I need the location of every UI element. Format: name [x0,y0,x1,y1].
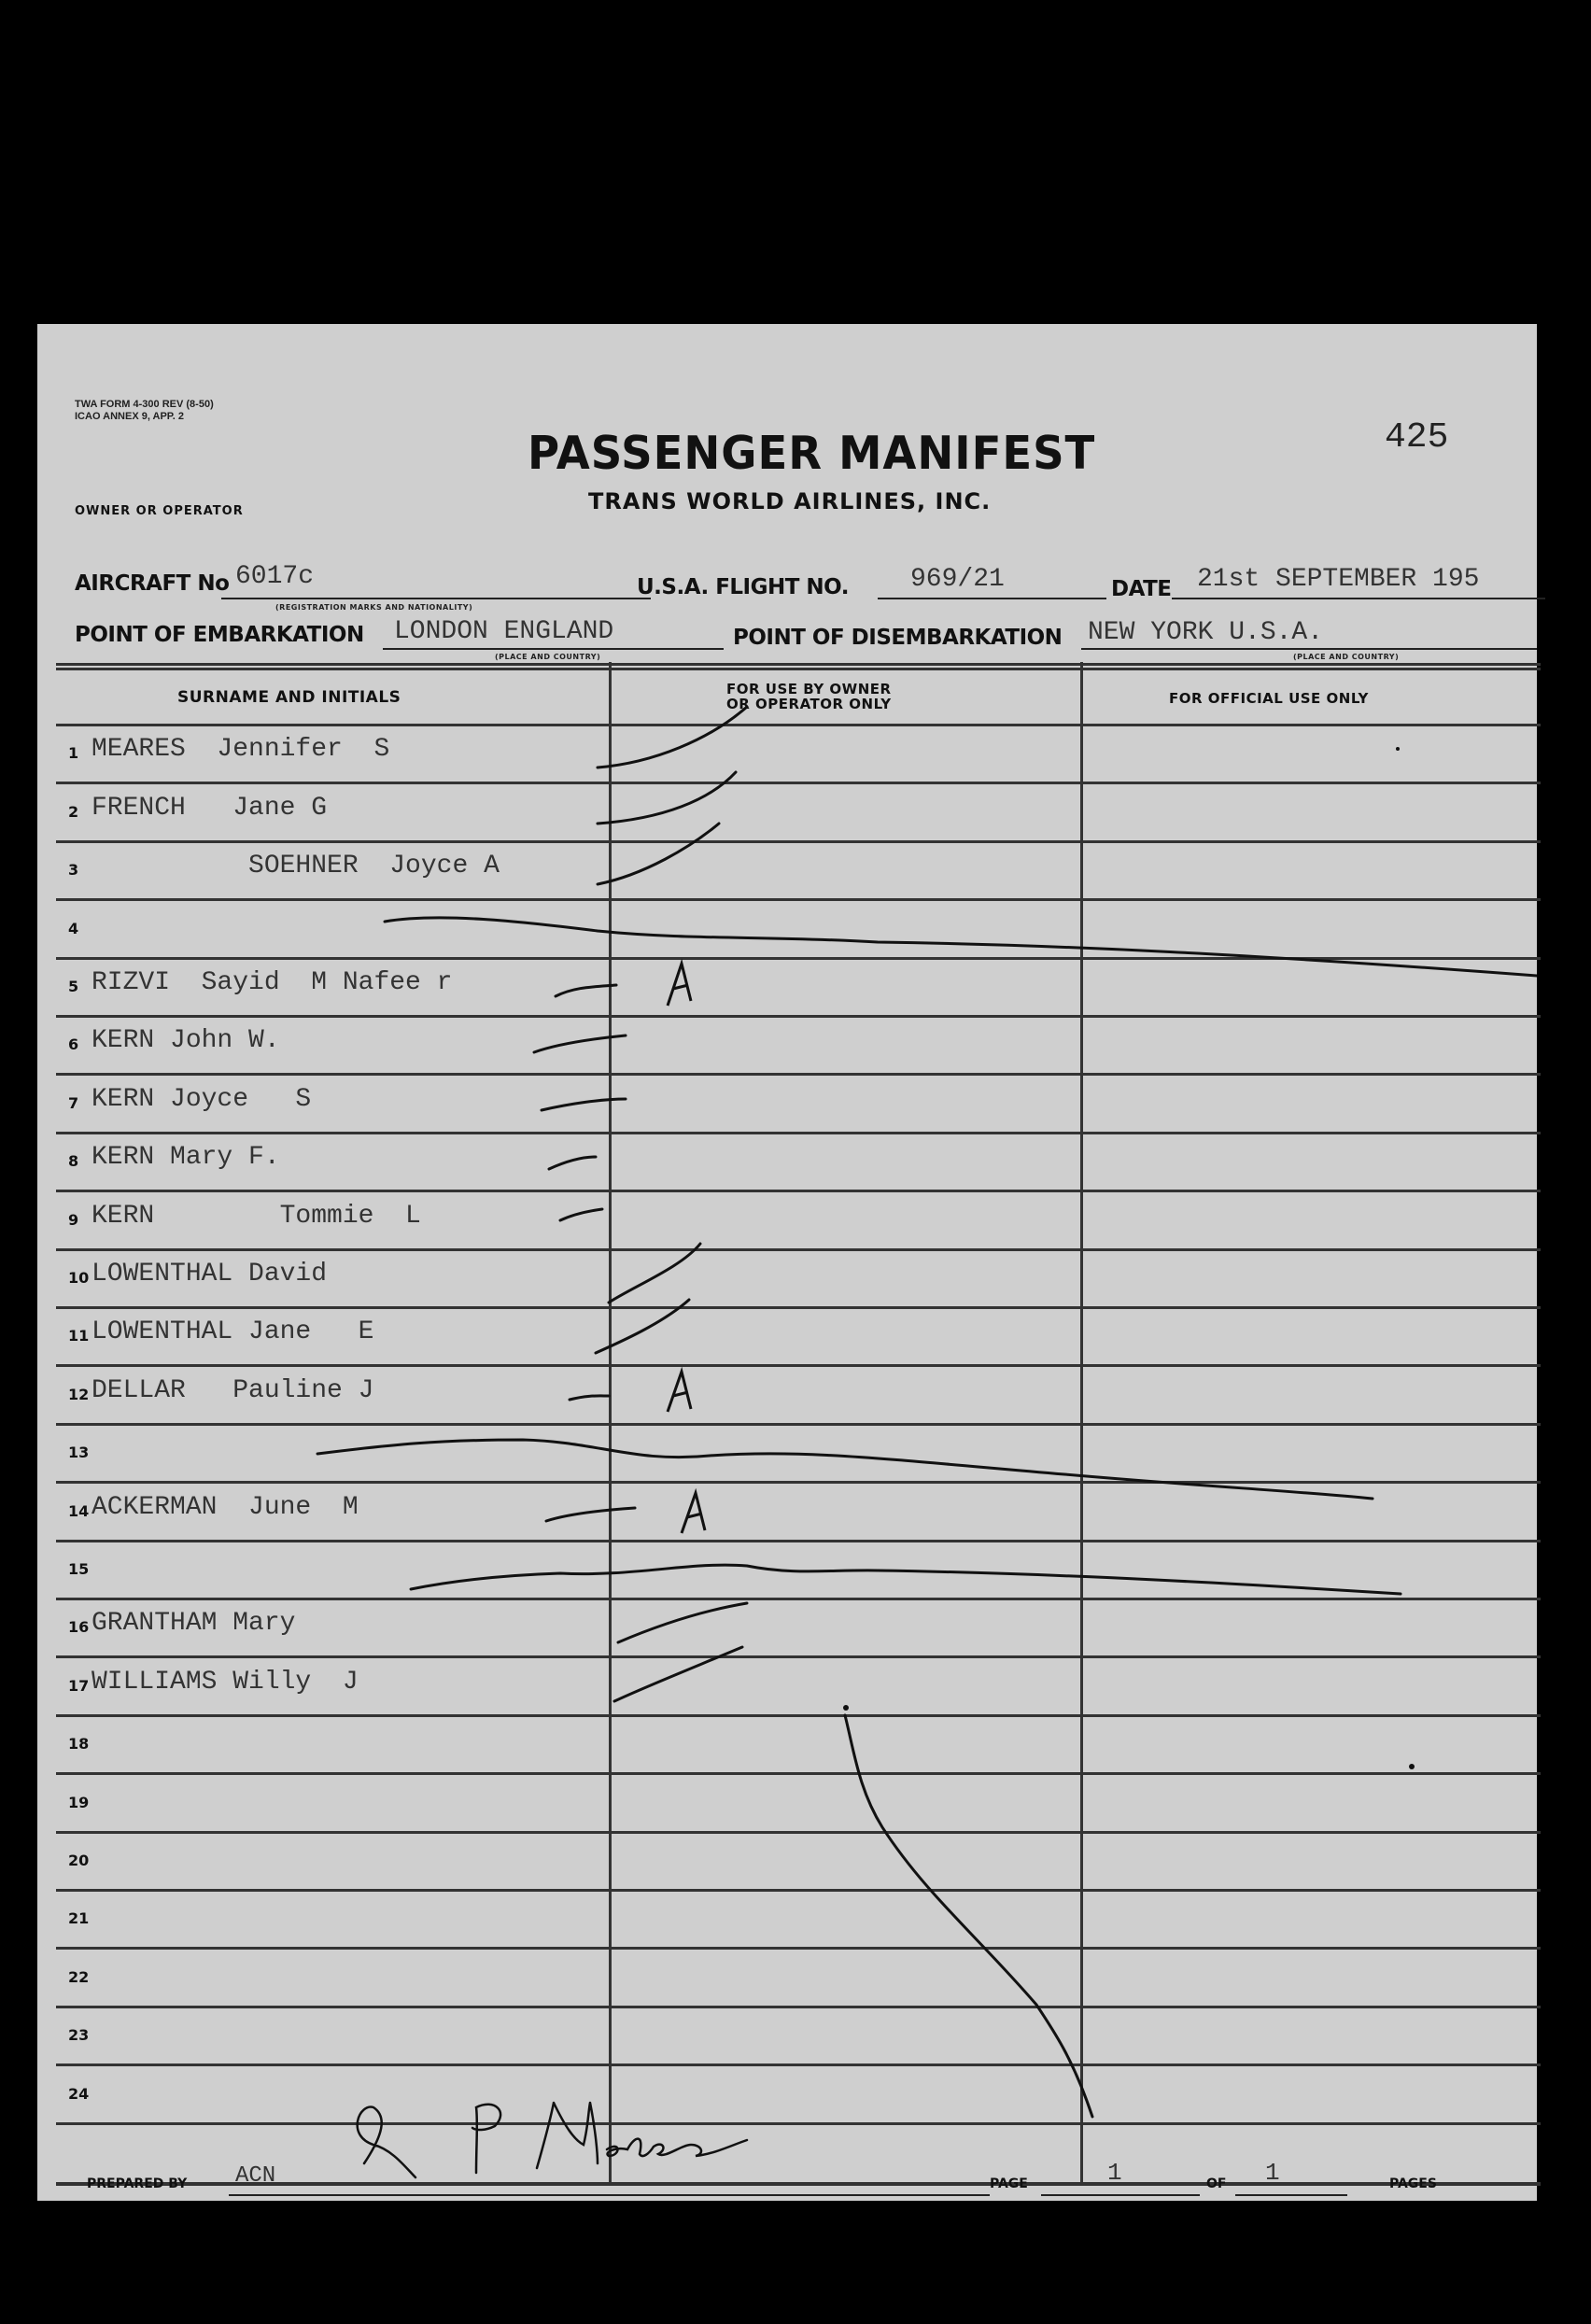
passenger-name: RIZVI Sayid M Nafee r [92,968,453,997]
row-number: 3 [68,861,79,879]
row-number: 22 [68,1968,90,1986]
passenger-name: KERN Tommie L [92,1202,421,1231]
row-number: 15 [68,1560,90,1578]
page-label: PAGE [990,2176,1028,2191]
embarkation-value: LONDON ENGLAND [394,617,614,646]
row-number: 6 [68,1035,79,1053]
of-value: 1 [1265,2159,1280,2187]
disembarkation-subcaption: (PLACE AND COUNTRY) [1293,653,1400,661]
tick-mark-row-3 [598,824,719,884]
tick-mark-row-5 [556,985,616,996]
operator-mark-row-12 [668,1372,691,1412]
ink-dot-1 [843,1705,849,1711]
row-number: 7 [68,1094,79,1112]
date-value: 21st SEPTEMBER 195 [1197,565,1480,594]
prepared-by-value: ACN [235,2163,276,2189]
aircraft-label: AIRCRAFT No [75,571,230,596]
of-label: OF [1206,2176,1227,2191]
passenger-name: ACKERMAN June M [92,1493,359,1522]
strike-row-15 [411,1565,1401,1594]
row-number: 18 [68,1735,90,1753]
passenger-name: LOWENTHAL David [92,1260,328,1289]
passenger-name: KERN John W. [92,1026,280,1055]
signature-graphic [358,2103,747,2177]
manifest-sheet [37,324,1537,2201]
passenger-name: DELLAR Pauline J [92,1376,374,1405]
pages-label: PAGES [1389,2176,1437,2191]
strike-row-4 [385,918,1537,976]
tick-mark-row-6 [534,1035,626,1052]
tick-mark-row-1 [598,707,747,768]
operator-mark-row-5 [668,964,691,1006]
passenger-name: MEARES Jennifer S [92,735,390,764]
row-number: 24 [68,2085,90,2103]
passenger-name: FRENCH Jane G [92,794,328,823]
row-number: 12 [68,1386,90,1403]
row-number: 4 [68,920,79,937]
ink-dot-2 [1409,1764,1415,1769]
tick-mark-row-2 [598,772,736,824]
row-number: 8 [68,1152,79,1170]
document-number: 425 [1385,417,1449,458]
long-diagonal-stroke [845,1715,1092,2117]
flight-label: U.S.A. FLIGHT NO. [637,575,849,599]
row-number: 14 [68,1502,90,1520]
passenger-name: GRANTHAM Mary [92,1609,296,1638]
form-annex: ICAO ANNEX 9, APP. 2 [75,411,184,422]
disembarkation-value: NEW YORK U.S.A. [1088,618,1324,647]
row-number: 11 [68,1327,90,1345]
operator-mark-row-14 [682,1493,705,1533]
tick-mark-row-7 [542,1099,626,1110]
row-number: 19 [68,1794,90,1811]
passenger-name: LOWENTHAL Jane E [92,1317,374,1346]
row-number: 21 [68,1909,90,1927]
row-number: 17 [68,1677,90,1695]
disembarkation-label: POINT OF DISEMBARKATION [733,626,1063,650]
aircraft-value: 6017c [235,562,315,591]
row-number: 13 [68,1444,90,1461]
passenger-name: KERN Mary F. [92,1143,280,1172]
embarkation-label: POINT OF EMBARKATION [75,623,364,647]
row-number: 9 [68,1211,79,1229]
passenger-name: SOEHNER Joyce A [92,852,500,880]
airline-name: TRANS WORLD AIRLINES, INC. [588,488,992,514]
row-number: 20 [68,1852,90,1869]
tick-mark-row-17 [614,1647,742,1701]
row-number: 23 [68,2026,90,2044]
flight-value: 969/21 [910,565,1005,594]
ink-dot-3 [1396,747,1400,751]
tick-mark-row-11 [596,1300,689,1353]
date-label: DATE [1111,577,1172,601]
embarkation-subcaption: (PLACE AND COUNTRY) [495,653,601,661]
tick-mark-row-12 [570,1396,609,1400]
prepared-by-label: PREPARED BY [87,2176,188,2191]
row-number: 2 [68,803,79,821]
tick-mark-row-16 [618,1603,747,1642]
page-title: PASSENGER MANIFEST [528,427,1096,480]
tick-mark-row-9 [560,1209,602,1220]
strike-row-13 [317,1440,1373,1499]
owner-operator-label: OWNER OR OPERATOR [75,504,244,518]
row-number: 10 [68,1269,90,1287]
aircraft-subcaption: (REGISTRATION MARKS AND NATIONALITY) [275,603,473,612]
passenger-name: KERN Joyce S [92,1085,312,1114]
form-number: TWA FORM 4-300 REV (8-50) [75,399,214,410]
page-value: 1 [1107,2159,1122,2187]
row-number: 16 [68,1618,90,1636]
handwritten-marks [37,324,1537,2201]
tick-mark-row-14 [546,1508,635,1521]
column-header-surname: SURNAME AND INITIALS [177,688,401,707]
tick-mark-row-8 [549,1157,596,1169]
tick-mark-row-10 [609,1244,700,1303]
row-number: 5 [68,978,79,995]
column-header-owner-use-line1: FOR USE BY OWNER [726,681,892,697]
row-number: 1 [68,744,79,762]
column-header-owner-use-line2: OR OPERATOR ONLY [726,696,892,712]
passenger-name: WILLIAMS Willy J [92,1668,359,1697]
column-header-official: FOR OFFICIAL USE ONLY [1169,690,1369,707]
